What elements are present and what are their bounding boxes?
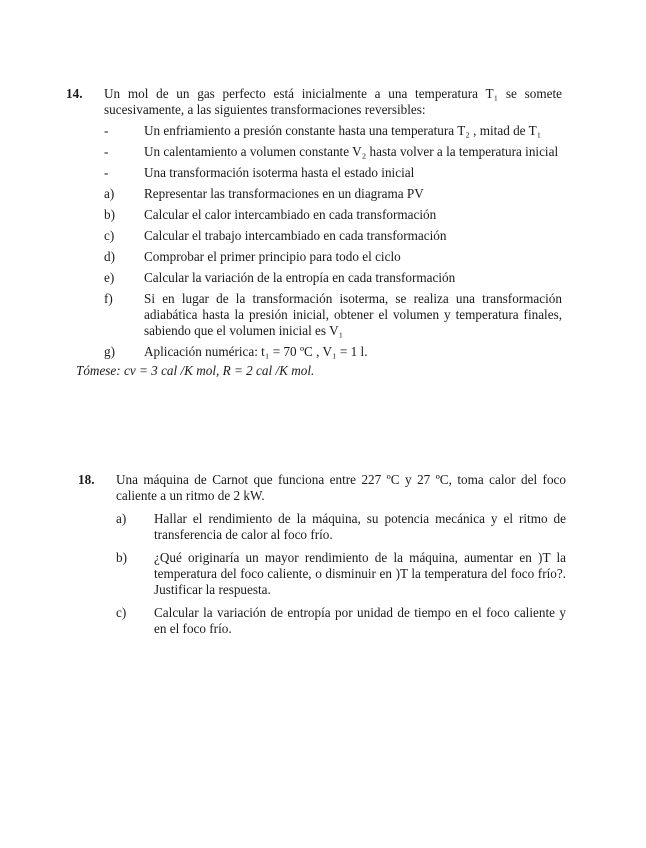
item-label: c) [116,605,127,620]
list-item [104,291,562,339]
item-label: g) [104,344,115,359]
list-item [104,270,562,286]
list-item [104,123,562,139]
item-label: c) [104,228,115,243]
item-marker: - [104,165,109,180]
list-item [104,207,562,223]
item-label: b) [104,207,115,222]
item-text: Aplicación numérica: t₁ = 70 ºC , V₁ = 1 l. [144,344,368,359]
list-item [104,249,562,265]
list-item [104,344,562,360]
item-text: Calcular la variación de entropía por unidad de tiempo en el foco caliente y en el foco frío. [154,605,566,636]
list-item [116,550,566,598]
item-text: Si en lugar de la transformación isoterma, se realiza una transformación adiabática hasta la presión inicial, obtener el volumen y temperatura finales, sabiendo que el volumen inicial es V₁ [144,291,562,338]
item-text: Representar las transformaciones en un diagrama PV [144,186,424,201]
item-label: e) [104,270,115,285]
problem-14 [66,86,562,379]
problem-number: 18. [78,472,95,487]
problem-number: 14. [66,86,83,101]
item-text: Calcular el trabajo intercambiado en cada transformación [144,228,447,243]
item-label: f) [104,291,113,306]
list-item [104,228,562,244]
list-item [104,186,562,202]
item-marker: - [104,123,109,138]
item-text: Hallar el rendimiento de la máquina, su potencia mecánica y el ritmo de transferencia de calor al foco frío. [154,511,566,542]
item-label: a) [116,511,127,526]
item-text: Un calentamiento a volumen constante V₂ hasta volver a la temperatura inicial [144,144,559,159]
list-item [116,511,566,543]
item-text: Un enfriamiento a presión constante hasta una temperatura T₂ , mitad de T₁ [144,123,542,138]
item-label: b) [116,550,127,565]
item-text: Comprobar el primer principio para todo el ciclo [144,249,401,264]
item-text: ¿Qué originaría un mayor rendimiento de la máquina, aumentar en )T la temperatura del foco caliente, o disminuir en )T la temperatura del foco frío?. Justificar la respuesta. [154,550,566,597]
problem-18 [78,472,566,637]
item-marker: - [104,144,109,159]
problem-statement: Un mol de un gas perfecto está inicialmente a una temperatura T₁ se somete sucesivamente, a las siguientes transformaciones reversibles: [104,86,562,117]
problem-statement: Una máquina de Carnot que funciona entre 227 ºC y 27 ºC, toma calor del foco caliente a un ritmo de 2 kW. [116,472,566,503]
list-item [104,144,562,160]
item-label: d) [104,249,115,264]
problem-note: Tómese: cv = 3 cal /K mol, R = 2 cal /K mol. [76,363,315,378]
item-text: Una transformación isoterma hasta el estado inicial [144,165,415,180]
list-item [116,605,566,637]
item-text: Calcular el calor intercambiado en cada transformación [144,207,437,222]
item-text: Calcular la variación de la entropía en cada transformación [144,270,456,285]
item-label: a) [104,186,115,201]
list-item [104,165,562,181]
